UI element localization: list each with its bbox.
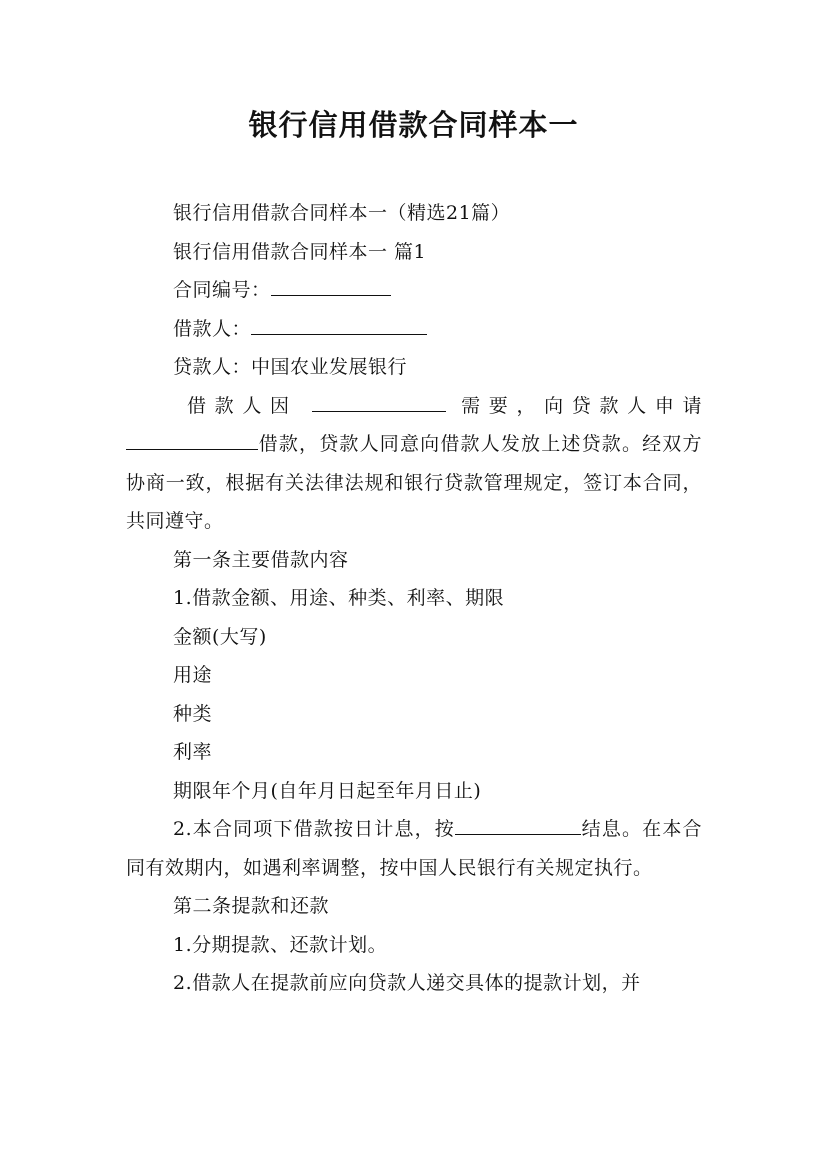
borrower-blank — [251, 333, 427, 335]
item2-paragraph — [126, 810, 702, 887]
borrower-line — [126, 310, 702, 349]
item2-text-1: 2.本合同项下借款按日计息，按 — [173, 818, 455, 840]
contract-number-blank — [271, 294, 391, 296]
intro-text-3: 借款，贷款人同意向借款人发放上述贷款。经双方协商一致，根据有关法律法规和银行贷款管理规定，签订本合同，共同遵守。 — [126, 433, 702, 532]
intro-text-2: 需要，向贷款人申请 — [461, 394, 702, 417]
document-body — [126, 194, 702, 1003]
document-title: 银行信用借款合同样本一 — [248, 108, 579, 142]
interest-settlement-blank — [455, 833, 581, 835]
article1-title: 第一条主要借款内容 — [173, 548, 349, 571]
purpose-line: 用途 — [173, 664, 213, 686]
intro-paragraph-rest — [126, 425, 702, 541]
intro-text-1: 借款人因 — [187, 394, 298, 417]
amount-line: 金额(大写) — [173, 625, 267, 648]
loan-type-blank — [126, 448, 258, 450]
borrower-label: 借款人： — [173, 317, 252, 340]
lender-line: 贷款人：中国农业发展银行 — [173, 356, 408, 378]
article2-item1: 1.分期提款、还款计划。 — [173, 933, 388, 956]
subtitle: 银行信用借款合同样本一（精选21篇） — [173, 202, 511, 224]
section-heading: 银行信用借款合同样本一 篇1 — [173, 240, 427, 263]
article2-title: 第二条提款和还款 — [173, 895, 330, 917]
term-line: 期限年个月(自年月日起至年月日止) — [173, 779, 482, 802]
contract-number-line — [126, 271, 702, 310]
reason-blank — [312, 410, 446, 412]
item2-text-2: 结息。在本合同有效期内，如遇利率调整，按中国人民银行有关规定执行。 — [126, 818, 702, 879]
rate-line: 利率 — [173, 741, 213, 763]
contract-number-label: 合同编号： — [173, 279, 271, 301]
intro-paragraph-line1 — [126, 387, 702, 426]
article2-item2: 2.借款人在提款前应向贷款人递交具体的提款计划，并 — [173, 972, 641, 994]
type-line: 种类 — [173, 702, 213, 725]
item1: 1.借款金额、用途、种类、利率、期限 — [173, 587, 505, 609]
